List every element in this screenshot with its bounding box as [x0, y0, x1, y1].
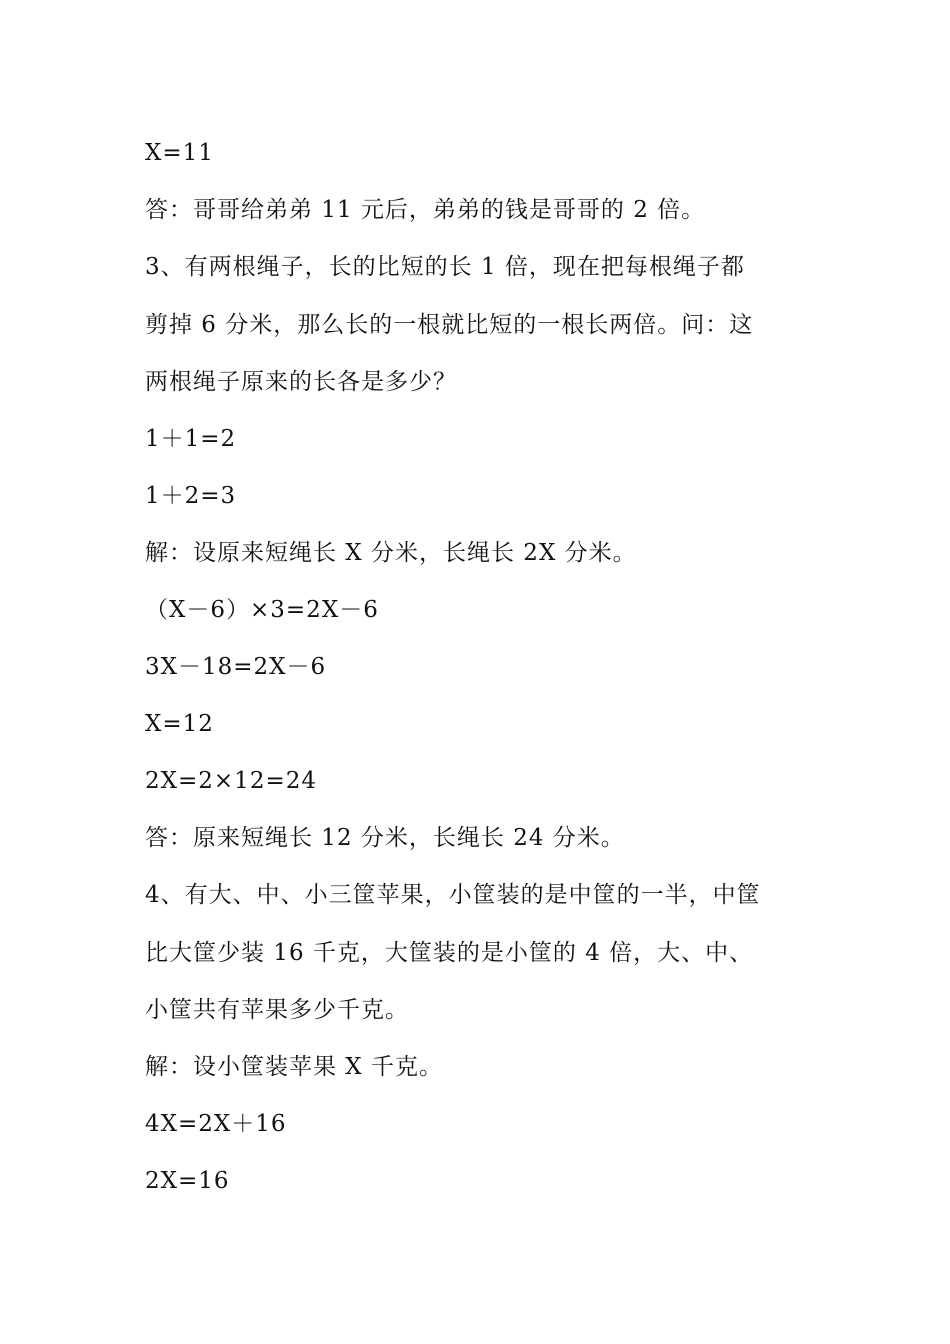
text-line: 4、有大、中、小三筐苹果，小筐装的是中筐的一半，中筐 — [145, 882, 761, 908]
text-line: 解：设原来短绳长 X 分米，长绳长 2X 分米。 — [145, 540, 637, 566]
text-line: 答：哥哥给弟弟 11 元后，弟弟的钱是哥哥的 2 倍。 — [145, 197, 706, 223]
text-line: （X－6）×3=2X－6 — [145, 597, 379, 623]
text-line: 小筐共有苹果多少千克。 — [145, 997, 409, 1023]
text-line: 剪掉 6 分米，那么长的一根就比短的一根长两倍。问：这 — [145, 312, 754, 338]
text-line: 解：设小筐装苹果 X 千克。 — [145, 1054, 443, 1080]
text-line: 答：原来短绳长 12 分米，长绳长 24 分米。 — [145, 825, 625, 851]
text-line: 3、有两根绳子，长的比短的长 1 倍，现在把每根绳子都 — [145, 254, 745, 280]
text-line: 1＋1=2 — [145, 426, 237, 452]
text-line: 4X=2X＋16 — [145, 1111, 287, 1137]
text-line: 比大筐少装 16 千克，大筐装的是小筐的 4 倍，大、中、 — [145, 940, 754, 966]
text-line: X=12 — [145, 711, 214, 737]
text-line: 3X－18=2X－6 — [145, 654, 327, 680]
text-line: X=11 — [145, 140, 214, 166]
text-line: 2X=2×12=24 — [145, 768, 317, 794]
text-line: 2X=16 — [145, 1168, 230, 1194]
text-line: 两根绳子原来的长各是多少？ — [145, 369, 457, 395]
text-line: 1＋2=3 — [145, 483, 237, 509]
